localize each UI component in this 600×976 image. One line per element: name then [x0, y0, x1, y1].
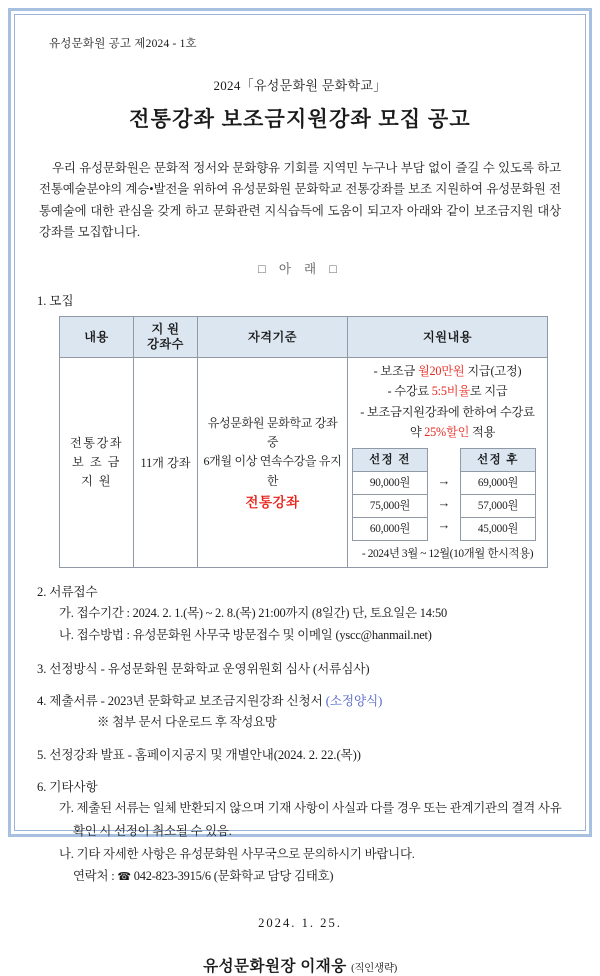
signer-title: 유성문화원장 이재웅	[203, 957, 352, 975]
contact-value: 042-823-3915/6 (문화학교 담당 김태호)	[130, 869, 334, 884]
title-subtitle: 2024「유성문화원 문화학교」	[213, 78, 387, 93]
signature-name	[37, 954, 563, 976]
content-line-2: 보 조 금	[72, 455, 121, 470]
th-price-before: 선정 전	[353, 448, 428, 471]
th-content: 내용	[60, 317, 134, 358]
square-right-icon: □	[329, 262, 342, 277]
price-after-2: 57,000원	[461, 494, 536, 517]
arrow-column	[428, 448, 460, 541]
content-line-1: 전통강좌	[69, 436, 124, 451]
section-4-heading	[37, 690, 563, 709]
section-6-item-b: 나. 기타 자세한 사항은 유성문화원 사무국으로 문의하시기 바랍니다.	[59, 846, 415, 861]
bullet-1-highlight: 월20만원	[417, 364, 465, 379]
support-bullet-3-line1: - 보조금지원강좌에 한하여 수강료	[360, 404, 535, 419]
price-before-2: 75,000원	[353, 494, 428, 517]
table-row	[60, 358, 548, 567]
section-2-item-b: 나. 접수방법 : 유성문화원 사무국 방문접수 및 이메일 (yscc@hanmail.net)	[59, 628, 432, 643]
cell-content	[60, 358, 134, 567]
arrow-icon-2: →	[437, 495, 451, 511]
contact-label: 연락처 :	[73, 869, 118, 884]
page-title: 전통강좌 보조금지원강좌 모집 공고	[129, 107, 471, 131]
bullet-1-pre: - 보조금	[373, 364, 418, 379]
section-3-heading: 3. 선정방식 - 유성문화원 문화학교 운영위원회 심사 (서류심사)	[37, 661, 370, 676]
qualification-emphasis: 전통강좌	[245, 494, 300, 510]
cell-support	[348, 358, 548, 567]
price-after-row-1	[461, 471, 536, 494]
section-2-heading: 2. 서류접수	[37, 584, 98, 599]
qualification-line-1: 유성문화원 문화학교 강좌 중	[207, 416, 338, 450]
bullet-3-highlight: 25%할인	[424, 424, 470, 439]
title-block	[37, 75, 563, 133]
th-price-after: 선정 후	[461, 448, 536, 471]
th-course-count	[134, 317, 198, 358]
phone-icon: ☎	[117, 871, 131, 884]
section-4-note: ※ 첨부 문서 다운로드 후 작성요망	[97, 714, 277, 729]
document-page-inner	[14, 14, 586, 975]
recruitment-table	[59, 316, 548, 567]
intro-paragraph: 우리 유성문화원은 문화적 정서와 문화향유 기회를 지역민 누구나 부담 없이 즐길 수 있도록 하고 전통예술분야의 계승•발전을 위하여 유성문화원 문화학교 전통강좌를 보조 지원하여 유성문화원 전통예술에 대한 관심을 갖게 하고 문화관련 지식습득에 도움이 되고자 아래와 같이 보조금지원 대상 강좌를 모집합니다.	[39, 161, 561, 239]
arae-divider	[37, 259, 563, 277]
section-6-item-a-line1: 가. 제출된 서류는 일체 반환되지 않으며 기재 사항이 사실과 다를 경우 또는 관계기관의 결격 사유	[59, 801, 562, 816]
cell-course-count: 11개 강좌	[134, 358, 198, 567]
cell-qualification	[198, 358, 348, 567]
price-after-1: 69,000원	[461, 471, 536, 494]
signature-date: 2024. 1. 25.	[258, 915, 342, 930]
bullet-3-pre: 약	[409, 424, 425, 439]
price-before-table	[352, 448, 428, 541]
price-comparison	[352, 448, 545, 541]
price-after-row-2	[461, 494, 536, 517]
arae-label: 아 래	[278, 262, 322, 277]
section-6-heading: 6. 기타사항	[37, 780, 98, 795]
section-4-heading-text: 4. 제출서류 - 2023년 문화학교 보조금지원강좌 신청서	[37, 693, 326, 708]
th-support: 지원내용	[348, 317, 548, 358]
section-4-form-link: (소정양식)	[325, 693, 383, 708]
support-bullet-3-line2	[350, 422, 545, 442]
price-after-row-3	[461, 517, 536, 540]
support-bullet-1	[350, 361, 545, 381]
price-before-row-2	[353, 494, 428, 517]
document-page	[8, 8, 592, 975]
square-left-icon: □	[258, 262, 271, 277]
bullet-1-post: 지급(고정)	[464, 364, 522, 379]
price-after-table	[460, 448, 536, 541]
seal-note: (직인생략)	[351, 962, 397, 974]
arrow-spacer	[428, 448, 460, 470]
price-before-header-row	[353, 448, 428, 471]
price-after-3: 45,000원	[461, 517, 536, 540]
price-before-3: 60,000원	[353, 517, 428, 540]
table-header-row	[60, 317, 548, 358]
arrow-icon-1: →	[437, 473, 451, 489]
section-1-heading: 1. 모집	[37, 294, 74, 309]
support-bullet-2	[350, 381, 545, 401]
qualification-line-2: 6개월 이상 연속수강을 유지한	[203, 454, 342, 488]
bullet-2-highlight: 5:5비율	[431, 384, 470, 399]
bullet-3-post: 적용	[469, 424, 496, 439]
section-5-heading: 5. 선정강좌 발표 - 홈페이지공지 및 개별안내(2024. 2. 22.(목))	[37, 748, 361, 763]
bullet-2-post: 로 지급	[469, 384, 508, 399]
price-before-row-1	[353, 471, 428, 494]
section-2-item-a: 가. 접수기간 : 2024. 2. 1.(목) ~ 2. 8.(목) 21:00까지 (8일간) 단, 토요일은 14:50	[59, 605, 447, 620]
section-6-item-a-line2: 확인 시 선정이 취소될 수 있음.	[73, 824, 232, 839]
th-course-count-line2: 강좌수	[147, 337, 184, 352]
price-before-1: 90,000원	[353, 471, 428, 494]
arrow-icon-3: →	[437, 517, 451, 533]
th-qualification: 자격기준	[198, 317, 348, 358]
price-before-row-3	[353, 517, 428, 540]
price-after-header-row	[461, 448, 536, 471]
bullet-2-pre: - 수강료	[387, 384, 432, 399]
support-period-note: - 2024년 3월 ~ 12월(10개월 한시적용)	[361, 547, 534, 560]
section-6-contact	[37, 867, 563, 886]
content-line-3: 지 원	[80, 473, 113, 488]
document-number: 유성문화원 공고 제2024 - 1호	[49, 38, 197, 50]
th-course-count-line1: 지 원	[151, 322, 180, 337]
